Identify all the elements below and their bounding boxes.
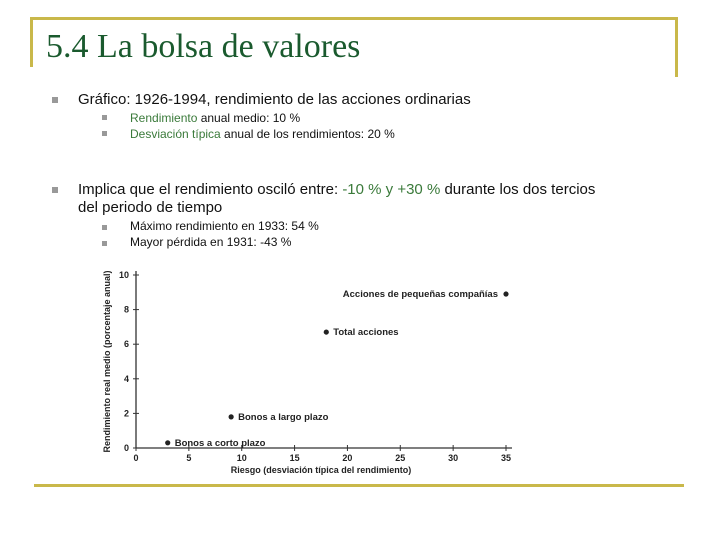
data-point bbox=[229, 414, 234, 419]
page-title: 5.4 La bolsa de valores bbox=[46, 28, 361, 65]
x-tick-label: 5 bbox=[186, 453, 192, 463]
sub-bullet-marker bbox=[102, 241, 107, 246]
risk-return-chart bbox=[88, 260, 528, 480]
sub-bullet-2-2: Mayor pérdida en 1931: -43 % bbox=[130, 235, 292, 249]
data-point-label: Bonos a corto plazo bbox=[174, 437, 266, 449]
x-tick-label: 30 bbox=[448, 453, 459, 463]
y-tick-label: 4 bbox=[123, 373, 129, 384]
y-tick-label: 0 bbox=[123, 443, 129, 453]
x-tick-label: 20 bbox=[342, 453, 353, 463]
x-tick-label: 15 bbox=[289, 453, 300, 463]
bullet-marker bbox=[52, 187, 58, 193]
data-point-label: Total acciones bbox=[333, 327, 399, 339]
y-tick-label: 10 bbox=[118, 270, 129, 280]
frame-right-line bbox=[675, 17, 678, 77]
data-point bbox=[324, 329, 329, 334]
bullet-marker bbox=[52, 97, 58, 103]
data-point-label: Acciones de pequeñas compañías bbox=[342, 289, 498, 301]
frame-left-line bbox=[30, 17, 33, 67]
x-axis-label: Riesgo (desviación típica del rendimiento) bbox=[230, 465, 412, 475]
data-point bbox=[165, 440, 170, 445]
bullet-2-text: Implica que el rendimiento osciló entre: -10 % y +30 % durante los dos tercios del periodo de tiempo bbox=[78, 181, 596, 216]
y-tick-label: 6 bbox=[123, 339, 129, 350]
x-tick-label: 0 bbox=[133, 453, 139, 463]
y-tick-label: 8 bbox=[123, 304, 129, 315]
sub-bullet-1-2: Desviación típica anual de los rendimientos: 20 % bbox=[130, 127, 395, 141]
frame-bottom-line bbox=[34, 484, 684, 487]
frame-top-line bbox=[30, 17, 678, 20]
x-tick-label: 25 bbox=[395, 453, 406, 463]
x-tick-label: 10 bbox=[236, 453, 247, 463]
chart-points bbox=[165, 289, 508, 449]
y-axis-label: Rendimiento real medio (porcentaje anual) bbox=[102, 270, 112, 453]
data-point-label: Bonos a largo plazo bbox=[238, 411, 329, 423]
x-tick-label: 35 bbox=[500, 453, 512, 463]
bullet-1-text: Gráfico: 1926-1994, rendimiento de las acciones ordinarias bbox=[78, 91, 471, 108]
sub-bullet-2-1: Máximo rendimiento en 1933: 54 % bbox=[130, 219, 319, 233]
data-point bbox=[503, 291, 508, 296]
sub-bullet-1-1: Rendimiento anual medio: 10 % bbox=[130, 111, 301, 125]
y-tick-label: 2 bbox=[123, 408, 129, 419]
chart-axes bbox=[102, 270, 512, 475]
sub-bullet-marker bbox=[102, 131, 107, 136]
sub-bullet-marker bbox=[102, 225, 107, 230]
sub-bullet-marker bbox=[102, 115, 107, 120]
